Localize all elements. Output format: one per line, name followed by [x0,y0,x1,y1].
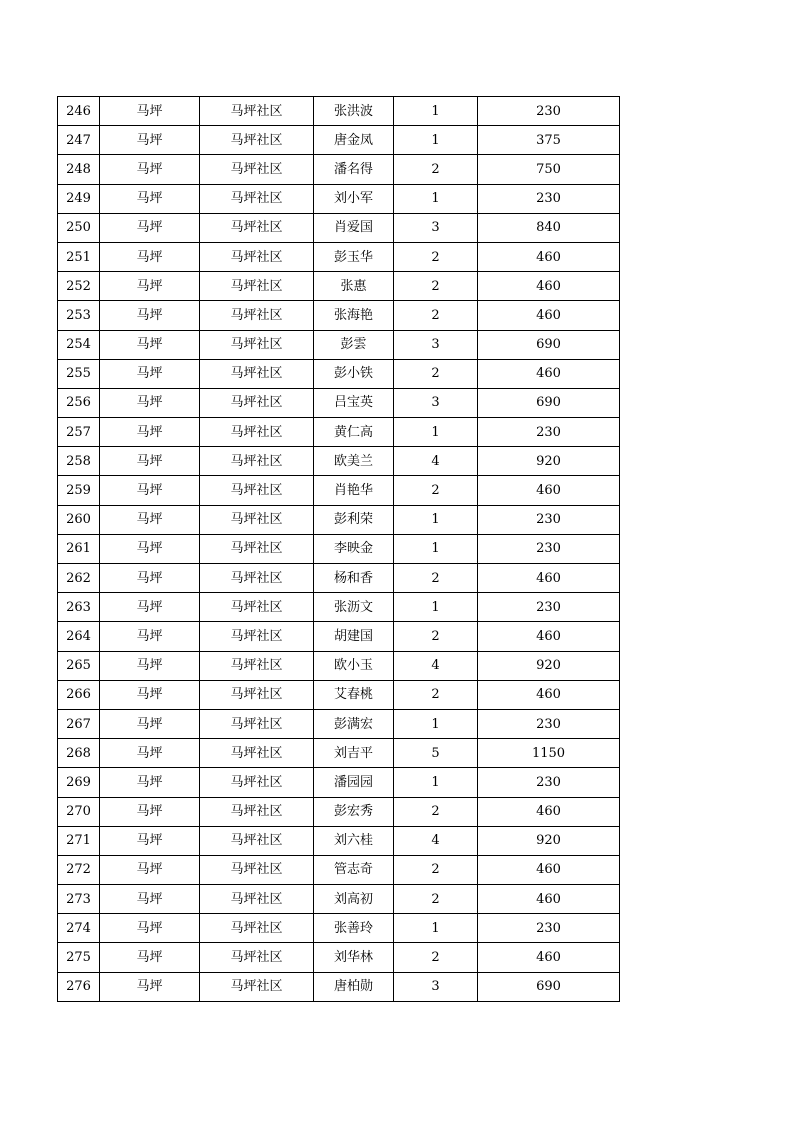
people-count-cell: 2 [394,242,478,271]
community-cell: 马坪社区 [200,97,314,126]
people-count-cell: 1 [394,914,478,943]
amount-cell: 460 [478,797,620,826]
name-cell: 张沥文 [314,593,394,622]
name-cell: 艾春桃 [314,680,394,709]
town-cell: 马坪 [100,943,200,972]
table-row [58,914,620,943]
people-count-cell: 1 [394,534,478,563]
table-row [58,826,620,855]
community-cell: 马坪社区 [200,213,314,242]
row-number-cell: 266 [58,680,100,709]
name-cell: 刘华林 [314,943,394,972]
name-cell: 潘园园 [314,768,394,797]
community-cell: 马坪社区 [200,593,314,622]
amount-cell: 460 [478,885,620,914]
community-cell: 马坪社区 [200,885,314,914]
name-cell: 彭利荣 [314,505,394,534]
amount-cell: 920 [478,447,620,476]
town-cell: 马坪 [100,184,200,213]
people-count-cell: 1 [394,505,478,534]
name-cell: 彭玉华 [314,242,394,271]
town-cell: 马坪 [100,739,200,768]
amount-cell: 840 [478,213,620,242]
town-cell: 马坪 [100,447,200,476]
amount-cell: 750 [478,155,620,184]
community-cell: 马坪社区 [200,797,314,826]
people-count-cell: 1 [394,709,478,738]
amount-cell: 1150 [478,739,620,768]
row-number-cell: 270 [58,797,100,826]
amount-cell: 230 [478,709,620,738]
table-row [58,564,620,593]
name-cell: 唐柏勋 [314,972,394,1001]
community-cell: 马坪社区 [200,709,314,738]
table-row [58,505,620,534]
community-cell: 马坪社区 [200,242,314,271]
row-number-cell: 249 [58,184,100,213]
table-row [58,855,620,884]
amount-cell: 230 [478,418,620,447]
amount-cell: 460 [478,680,620,709]
town-cell: 马坪 [100,972,200,1001]
community-cell: 马坪社区 [200,476,314,505]
town-cell: 马坪 [100,476,200,505]
table-row [58,330,620,359]
row-number-cell: 268 [58,739,100,768]
name-cell: 管志奇 [314,855,394,884]
community-cell: 马坪社区 [200,680,314,709]
people-count-cell: 2 [394,797,478,826]
name-cell: 彭小铁 [314,359,394,388]
amount-cell: 690 [478,388,620,417]
row-number-cell: 257 [58,418,100,447]
people-count-cell: 2 [394,943,478,972]
table-row [58,972,620,1001]
name-cell: 肖艳华 [314,476,394,505]
row-number-cell: 275 [58,943,100,972]
row-number-cell: 252 [58,272,100,301]
amount-cell: 460 [478,564,620,593]
row-number-cell: 251 [58,242,100,271]
table-row [58,709,620,738]
table-row [58,155,620,184]
amount-cell: 460 [478,272,620,301]
table-row [58,797,620,826]
name-cell: 彭宏秀 [314,797,394,826]
table-body [58,97,620,1002]
row-number-cell: 248 [58,155,100,184]
community-cell: 马坪社区 [200,184,314,213]
name-cell: 欧美兰 [314,447,394,476]
amount-cell: 460 [478,622,620,651]
name-cell: 吕宝英 [314,388,394,417]
community-cell: 马坪社区 [200,534,314,563]
amount-cell: 230 [478,768,620,797]
row-number-cell: 264 [58,622,100,651]
table-row [58,301,620,330]
name-cell: 张洪波 [314,97,394,126]
community-cell: 马坪社区 [200,155,314,184]
town-cell: 马坪 [100,155,200,184]
name-cell: 刘吉平 [314,739,394,768]
row-number-cell: 271 [58,826,100,855]
name-cell: 肖爱国 [314,213,394,242]
table-row [58,388,620,417]
row-number-cell: 254 [58,330,100,359]
town-cell: 马坪 [100,534,200,563]
people-count-cell: 1 [394,593,478,622]
people-count-cell: 4 [394,447,478,476]
people-count-cell: 4 [394,651,478,680]
row-number-cell: 273 [58,885,100,914]
community-cell: 马坪社区 [200,651,314,680]
people-count-cell: 2 [394,359,478,388]
town-cell: 马坪 [100,126,200,155]
name-cell: 李映金 [314,534,394,563]
people-count-cell: 2 [394,155,478,184]
town-cell: 马坪 [100,301,200,330]
row-number-cell: 261 [58,534,100,563]
table-row [58,768,620,797]
table-row [58,184,620,213]
community-cell: 马坪社区 [200,301,314,330]
community-cell: 马坪社区 [200,943,314,972]
name-cell: 刘小军 [314,184,394,213]
amount-cell: 690 [478,330,620,359]
name-cell: 张善玲 [314,914,394,943]
community-cell: 马坪社区 [200,622,314,651]
community-cell: 马坪社区 [200,739,314,768]
amount-cell: 690 [478,972,620,1001]
name-cell: 潘名得 [314,155,394,184]
community-cell: 马坪社区 [200,330,314,359]
row-number-cell: 250 [58,213,100,242]
row-number-cell: 263 [58,593,100,622]
name-cell: 欧小玉 [314,651,394,680]
amount-cell: 460 [478,301,620,330]
town-cell: 马坪 [100,593,200,622]
amount-cell: 920 [478,651,620,680]
people-count-cell: 3 [394,213,478,242]
amount-cell: 375 [478,126,620,155]
people-count-cell: 1 [394,126,478,155]
name-cell: 刘高初 [314,885,394,914]
people-count-cell: 3 [394,330,478,359]
people-count-cell: 1 [394,418,478,447]
row-number-cell: 265 [58,651,100,680]
community-cell: 马坪社区 [200,505,314,534]
table-row [58,476,620,505]
people-count-cell: 2 [394,476,478,505]
amount-cell: 920 [478,826,620,855]
community-cell: 马坪社区 [200,126,314,155]
town-cell: 马坪 [100,797,200,826]
table-row [58,359,620,388]
amount-cell: 230 [478,184,620,213]
people-count-cell: 2 [394,301,478,330]
people-count-cell: 2 [394,855,478,884]
town-cell: 马坪 [100,505,200,534]
amount-cell: 230 [478,534,620,563]
row-number-cell: 276 [58,972,100,1001]
amount-cell: 230 [478,505,620,534]
table-row [58,943,620,972]
row-number-cell: 246 [58,97,100,126]
table-row [58,534,620,563]
people-count-cell: 3 [394,972,478,1001]
table-row [58,739,620,768]
community-cell: 马坪社区 [200,768,314,797]
row-number-cell: 258 [58,447,100,476]
town-cell: 马坪 [100,272,200,301]
town-cell: 马坪 [100,213,200,242]
name-cell: 张海艳 [314,301,394,330]
amount-cell: 460 [478,855,620,884]
table-row [58,885,620,914]
community-cell: 马坪社区 [200,418,314,447]
row-number-cell: 262 [58,564,100,593]
name-cell: 彭满宏 [314,709,394,738]
table-row [58,97,620,126]
town-cell: 马坪 [100,97,200,126]
people-count-cell: 1 [394,97,478,126]
town-cell: 马坪 [100,622,200,651]
community-cell: 马坪社区 [200,914,314,943]
table-row [58,418,620,447]
amount-cell: 460 [478,242,620,271]
people-count-cell: 3 [394,388,478,417]
row-number-cell: 267 [58,709,100,738]
people-count-cell: 4 [394,826,478,855]
town-cell: 马坪 [100,680,200,709]
town-cell: 马坪 [100,651,200,680]
people-count-cell: 2 [394,622,478,651]
community-cell: 马坪社区 [200,972,314,1001]
row-number-cell: 247 [58,126,100,155]
data-table [57,96,620,1002]
community-cell: 马坪社区 [200,272,314,301]
table-row [58,213,620,242]
name-cell: 黄仁高 [314,418,394,447]
row-number-cell: 274 [58,914,100,943]
community-cell: 马坪社区 [200,447,314,476]
people-count-cell: 1 [394,768,478,797]
people-count-cell: 2 [394,564,478,593]
community-cell: 马坪社区 [200,855,314,884]
amount-cell: 230 [478,593,620,622]
town-cell: 马坪 [100,885,200,914]
row-number-cell: 259 [58,476,100,505]
people-count-cell: 2 [394,680,478,709]
table-row [58,242,620,271]
town-cell: 马坪 [100,359,200,388]
name-cell: 张惠 [314,272,394,301]
town-cell: 马坪 [100,564,200,593]
row-number-cell: 256 [58,388,100,417]
table-row [58,272,620,301]
amount-cell: 230 [478,914,620,943]
name-cell: 唐金凤 [314,126,394,155]
town-cell: 马坪 [100,709,200,738]
town-cell: 马坪 [100,826,200,855]
amount-cell: 460 [478,359,620,388]
people-count-cell: 1 [394,184,478,213]
town-cell: 马坪 [100,242,200,271]
table-row [58,126,620,155]
community-cell: 马坪社区 [200,826,314,855]
town-cell: 马坪 [100,768,200,797]
amount-cell: 460 [478,943,620,972]
row-number-cell: 272 [58,855,100,884]
town-cell: 马坪 [100,388,200,417]
amount-cell: 230 [478,97,620,126]
table-row [58,593,620,622]
name-cell: 刘六桂 [314,826,394,855]
people-count-cell: 5 [394,739,478,768]
row-number-cell: 253 [58,301,100,330]
community-cell: 马坪社区 [200,388,314,417]
name-cell: 彭雲 [314,330,394,359]
town-cell: 马坪 [100,418,200,447]
name-cell: 杨和香 [314,564,394,593]
town-cell: 马坪 [100,855,200,884]
table-row [58,680,620,709]
table-row [58,447,620,476]
community-cell: 马坪社区 [200,564,314,593]
people-count-cell: 2 [394,885,478,914]
table-row [58,651,620,680]
row-number-cell: 260 [58,505,100,534]
community-cell: 马坪社区 [200,359,314,388]
name-cell: 胡建国 [314,622,394,651]
town-cell: 马坪 [100,330,200,359]
row-number-cell: 255 [58,359,100,388]
row-number-cell: 269 [58,768,100,797]
table-row [58,622,620,651]
town-cell: 马坪 [100,914,200,943]
people-count-cell: 2 [394,272,478,301]
amount-cell: 460 [478,476,620,505]
